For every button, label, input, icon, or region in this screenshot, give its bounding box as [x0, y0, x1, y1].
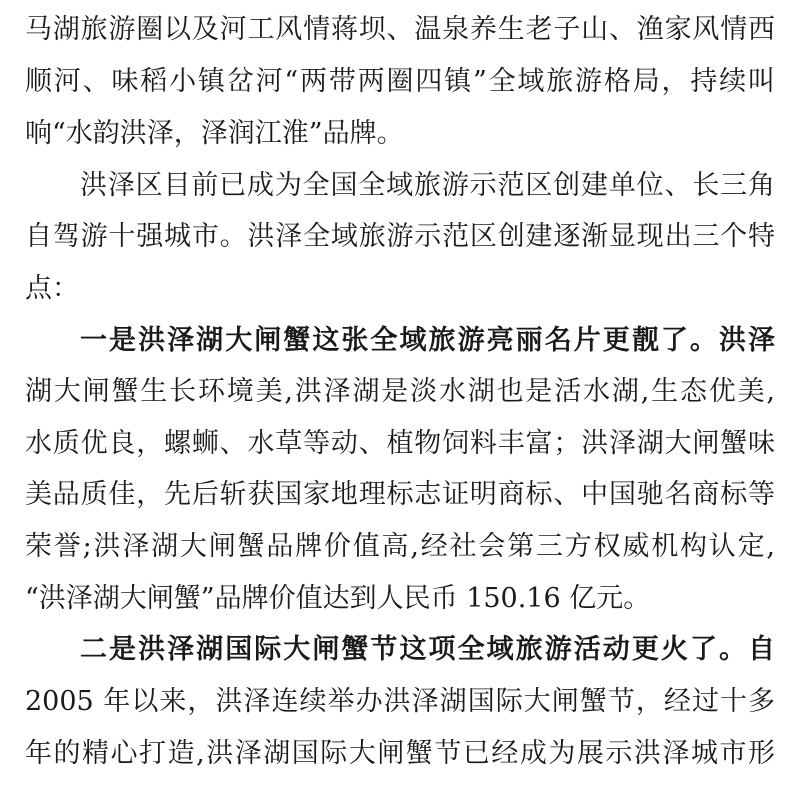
text-line: 马湖旅游圈以及河工风情蒋坝、温泉养生老子山、渔家风情西	[25, 14, 775, 45]
text-line: 湖大闸蟹生长环境美,洪泽湖是淡水湖也是活水湖,生态优美,	[25, 376, 775, 407]
text-line: 年的精心打造,洪泽湖国际大闸蟹节已经成为展示洪泽城市形	[25, 738, 775, 769]
bold-heading-line: 一是洪泽湖大闸蟹这张全域旅游亮丽名片更靓了。洪泽	[80, 325, 775, 356]
text-line: 自驾游十强城市。洪泽全域旅游示范区创建逐渐显现出三个特	[25, 221, 775, 252]
text-line: 2005 年以来，洪泽连续举办洪泽湖国际大闸蟹节，经过十多	[25, 686, 775, 717]
text-line: 顺河、味稻小镇岔河“两带两圈四镇”全域旅游格局，持续叫	[25, 66, 775, 97]
text-line: 响“水韵洪泽，泽润江淮”品牌。	[25, 118, 404, 149]
text-line: 水质优良，螺蛳、水草等动、植物饲料丰富；洪泽湖大闸蟹味	[25, 428, 775, 459]
text-line: 点：	[25, 273, 79, 304]
text-line: 荣誉;洪泽湖大闸蟹品牌价值高,经社会第三方权威机构认定,	[25, 531, 775, 562]
bold-heading-line: 二是洪泽湖国际大闸蟹节这项全域旅游活动更火了。自	[80, 634, 775, 665]
paragraph-start-line: 洪泽区目前已成为全国全域旅游示范区创建单位、长三角	[80, 170, 775, 201]
text-line: 美品质佳，先后斩获国家地理标志证明商标、中国驰名商标等	[25, 479, 775, 510]
text-line: “洪泽湖大闸蟹”品牌价值达到人民币 150.16 亿元。	[25, 583, 651, 614]
